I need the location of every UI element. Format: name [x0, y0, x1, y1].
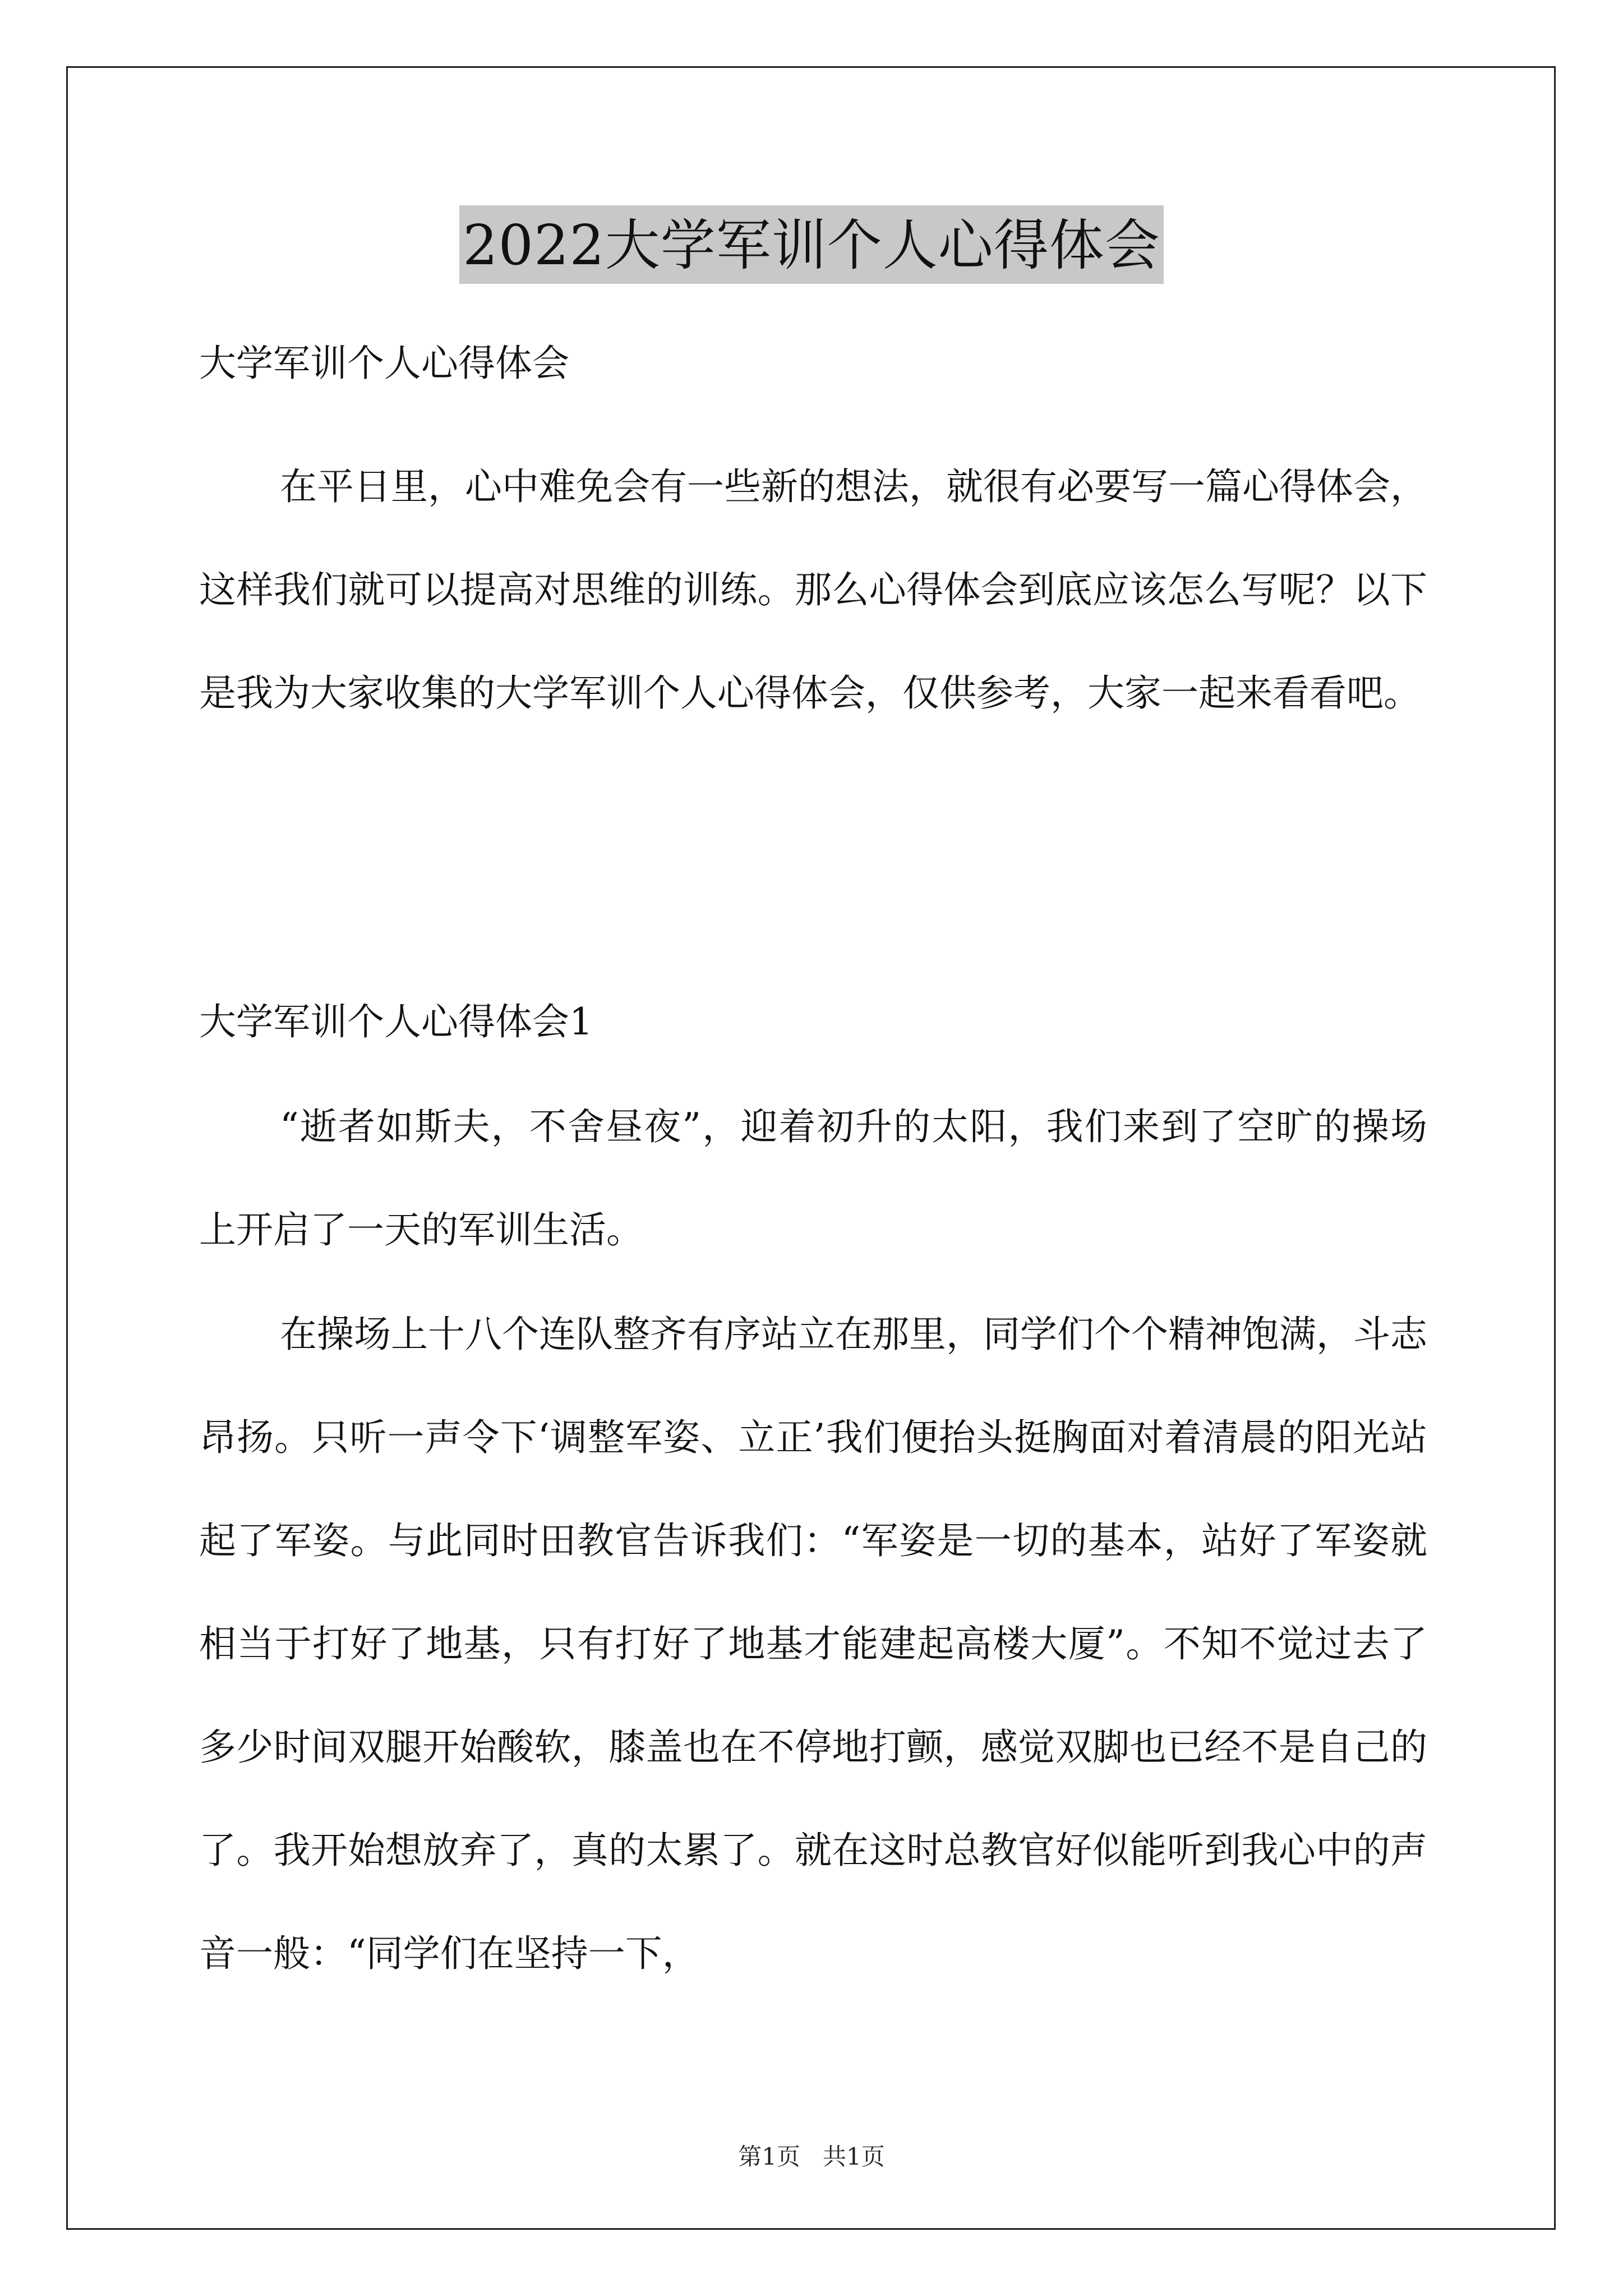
body-paragraph-2: 在操场上十八个连队整齐有序站立在那里，同学们个个精神饱满，斗志昂扬。只听一声令下‘调整军姿、立正’我们便抬头挺胸面对着清晨的阳光站起了军姿。与此同时田教官告诉我们：“军姿是一切的基本，站好了军姿就相当于打好了地基，只有打好了地基才能建起高楼大厦”。不知不觉过去了多少时间双腿开始酸软，膝盖也在不停地打颤，感觉双脚也已经不是自己的了。我开始想放弃了，真的太累了。就在这时总教官好似能听到我心中的声音一般：“同学们在坚持一下，: [199, 1313, 1427, 1975]
body-paragraph-1: “逝者如斯夫，不舍昼夜”，迎着初升的太阳，我们来到了空旷的操场上开启了一天的军训生活。: [199, 1105, 1427, 1251]
document-subtitle: 大学军训个人心得体会: [199, 342, 569, 385]
intro-paragraph: 在平日里，心中难免会有一些新的想法，就很有必要写一篇心得体会，这样我们就可以提高对思维的训练。那么心得体会到底应该怎么写呢？以下是我为大家收集的大学军训个人心得体会，仅供参考，大家一起来看看吧。: [199, 465, 1427, 715]
page-total: 共1页: [823, 2143, 885, 2170]
section-heading: 大学军训个人心得体会1: [199, 1000, 593, 1043]
title-container: [0, 205, 1623, 284]
page-number: 第1页: [738, 2143, 800, 2170]
page-footer: [0, 2140, 1623, 2174]
document-title: 2022大学军训个人心得体会: [459, 205, 1163, 284]
